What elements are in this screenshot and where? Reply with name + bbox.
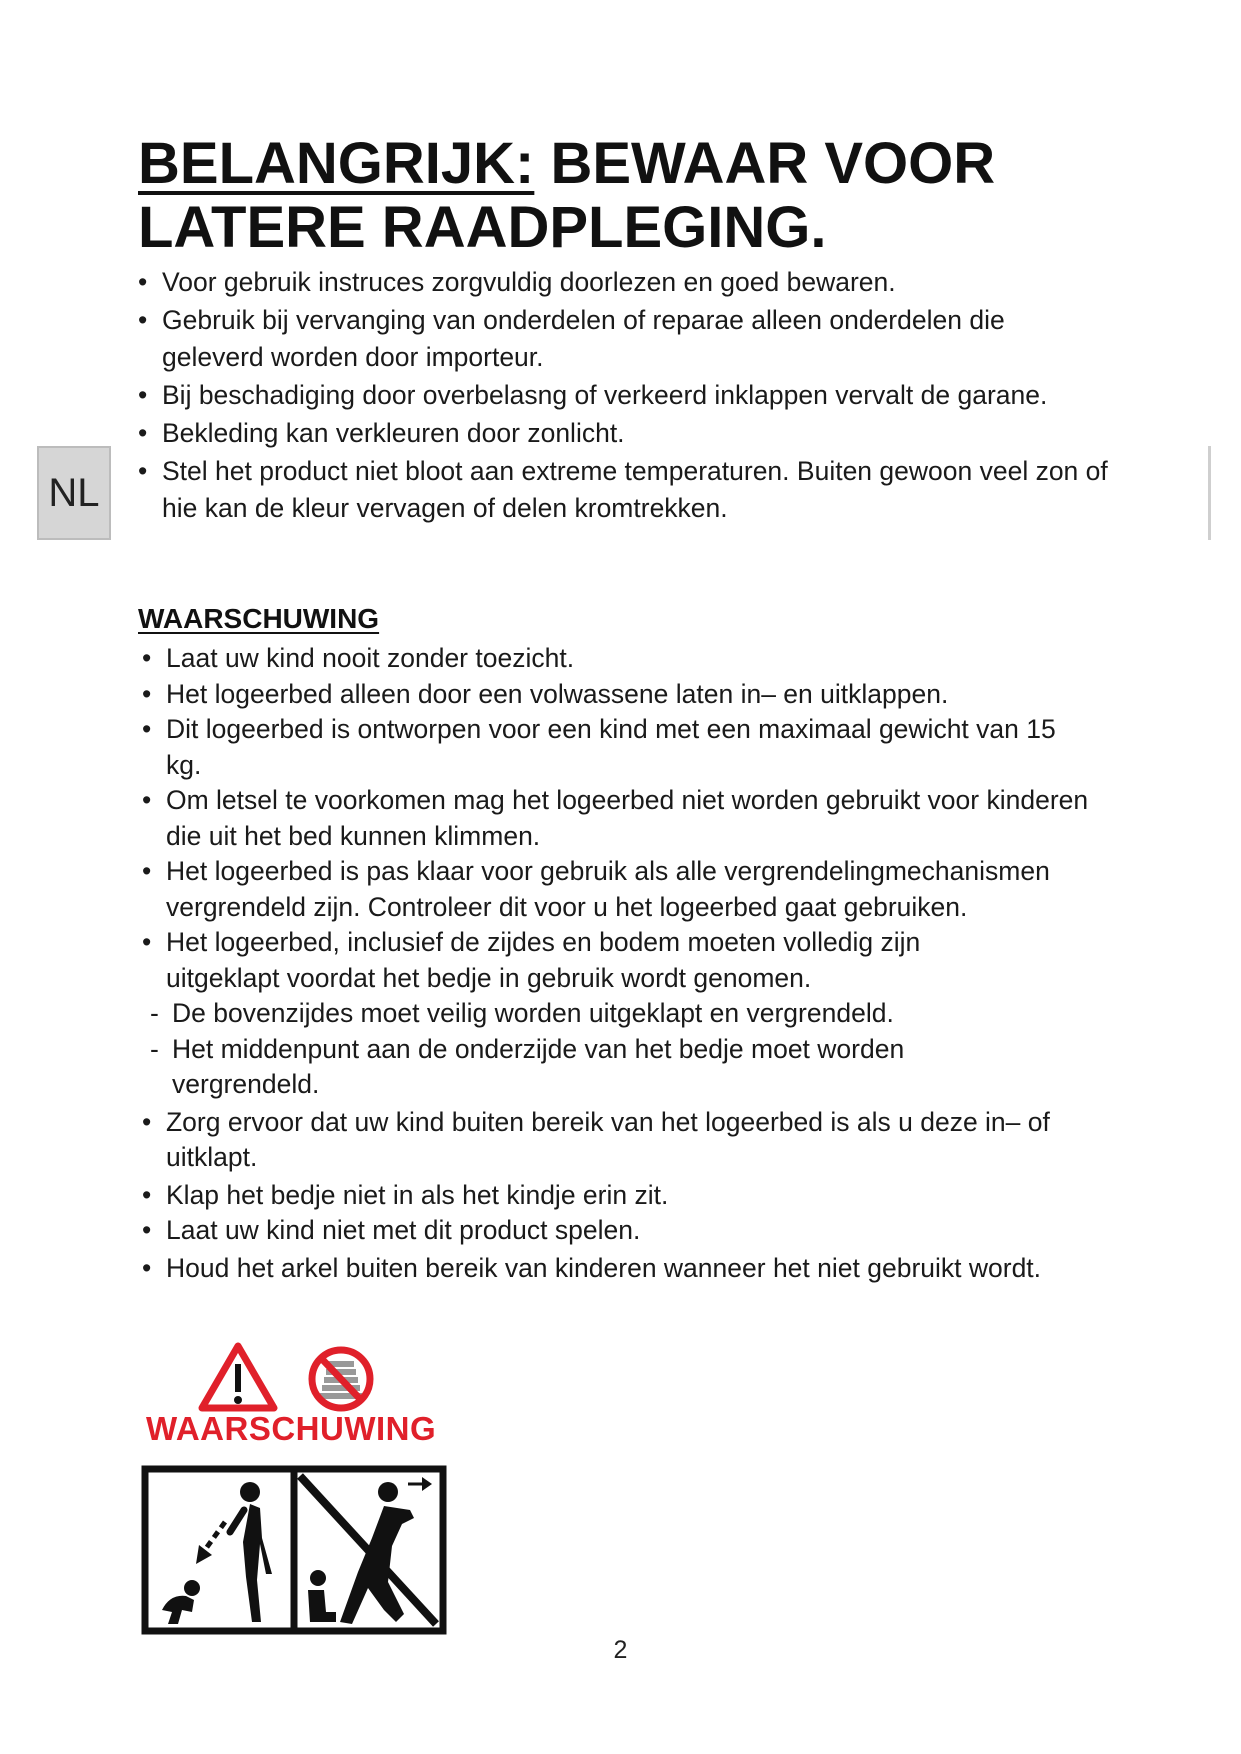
warning-graphic-label: WAARSCHUWING (146, 1410, 437, 1447)
bullet: • (142, 1215, 152, 1245)
list-item (138, 377, 1062, 414)
language-label: NL (48, 470, 100, 515)
no-stacking-icon (312, 1350, 370, 1408)
bullet: • (142, 1106, 152, 1137)
list-item-text: Het logeerbed is pas klaar voor gebruik als alle vergrendelingmechanismen vergrendeld zijn. Controleer dit voor u het logeerbed gaat gebruiken. (166, 856, 1050, 922)
list-item-text: Dit logeerbed is ontworpen voor een kind met een maximaal gewicht van 15 kg. (166, 714, 1056, 780)
bullet: • (142, 1179, 152, 1210)
bullet: • (138, 380, 148, 410)
bullet: • (138, 456, 148, 486)
list-item-text: Laat uw kind niet met dit product spelen. (166, 1215, 641, 1245)
title-important: BELANGRIJK: (138, 131, 535, 196)
bullet: • (142, 643, 152, 673)
bullet: • (142, 856, 152, 886)
page-edge-marker (1208, 446, 1211, 540)
language-tab (37, 446, 111, 540)
bullet: • (142, 785, 152, 815)
list-item-text: Laat uw kind nooit zonder toezicht. (166, 643, 575, 673)
list-item-text: Het logeerbed alleen door een volwassene laten in– en uitklappen. (166, 678, 949, 709)
bullet: • (142, 1252, 152, 1283)
page-title (138, 132, 995, 260)
list-item (142, 925, 1026, 996)
intro-list (138, 264, 1138, 528)
list-item (138, 264, 1138, 301)
list-item (142, 783, 1096, 854)
list-item-text: Stel het product niet bloot aan extreme temperaturen. Buiten gewoon veel zon of hie kan de kleur vervagen of delen kromtrekken. (162, 456, 1108, 523)
list-item-text: Bij beschadiging door overbelasng of verkeerd inklappen vervalt de garane. (162, 380, 1048, 410)
bullet: • (138, 418, 148, 448)
title-line1-rest: BEWAAR VOOR (534, 131, 996, 196)
page-number: 2 (613, 1636, 628, 1664)
warning-graphic (140, 1342, 460, 1672)
list-item (142, 854, 1126, 925)
sub-list-item (142, 996, 1142, 1032)
list-item (142, 677, 1142, 713)
list-item (142, 712, 1066, 783)
warning-triangle-icon (202, 1346, 274, 1408)
list-item (138, 453, 1147, 527)
list-item-text: Klap het bedje niet in als het kindje erin zit. (166, 1179, 669, 1210)
list-item-text: Voor gebruik instruces zorgvuldig doorlezen en goed bewaren. (162, 267, 896, 297)
title-line2: LATERE RAADPLEGING. (138, 195, 827, 260)
list-item-text: De bovenzijdes moet veilig worden uitgeklapt en vergrendeld. (172, 998, 894, 1028)
sub-list-item (142, 1032, 992, 1103)
list-item (142, 641, 1142, 677)
dash-bullet: - (150, 1033, 159, 1064)
bullet: • (142, 714, 152, 744)
dash-bullet: - (150, 998, 159, 1028)
list-item-text: Zorg ervoor dat uw kind buiten bereik van het logeerbed is als u deze in– of uitklapt. (166, 1106, 1050, 1172)
list-item (138, 415, 1138, 452)
bullet: • (142, 927, 152, 957)
bullet: • (142, 678, 152, 709)
bullet: • (138, 305, 148, 335)
list-item-text: Het middenpunt aan de onderzijde van het bedje moet worden vergrendeld. (172, 1033, 905, 1099)
pictograms (145, 1469, 443, 1631)
list-item (142, 1213, 1142, 1249)
bullet: • (138, 267, 148, 297)
list-item-text: Om letsel te voorkomen mag het logeerbed niet worden gebruikt voor kinderen die uit het bed kunnen klimmen. (166, 785, 1089, 851)
list-item (138, 302, 1102, 376)
list-item-text: Bekleding kan verkleuren door zonlicht. (162, 418, 625, 448)
list-item (142, 1105, 1066, 1176)
list-item-text: Houd het arkel buiten bereik van kinderen wanneer het niet gebruikt wordt. (166, 1252, 1042, 1283)
warning-heading: WAARSCHUWING (138, 603, 380, 634)
list-item (142, 1178, 1142, 1214)
list-item-text: Gebruik bij vervanging van onderdelen of reparae alleen onderdelen die geleverd worden door importeur. (162, 305, 1005, 372)
list-item-text: Het logeerbed, inclusief de zijdes en bodem moeten volledig zijn uitgeklapt voordat het bedje in gebruik wordt genomen. (166, 927, 921, 993)
list-item (142, 1251, 1066, 1287)
warning-list (142, 641, 1142, 1286)
